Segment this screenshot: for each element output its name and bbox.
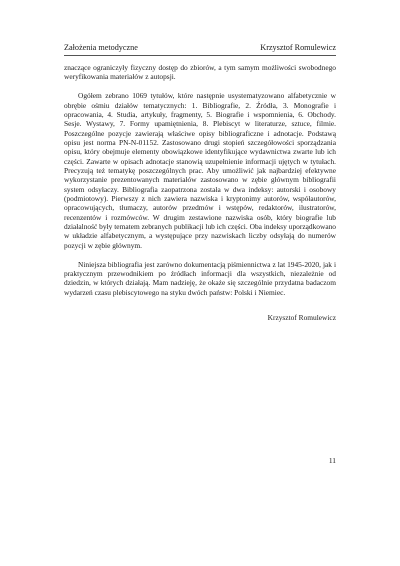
author-signature: Krzysztof Romulewicz	[267, 313, 336, 322]
paragraph-continuation: znaczące ograniczyły fizyczny dostęp do zbiorów, a tym samym możliwości swobodnego weryfikowania materiałów z autopsji.	[64, 63, 336, 82]
running-header	[64, 43, 336, 53]
paragraph-conclusion: Niniejsza bibliografia jest zarówno dokumentacją piśmiennictwa z lat 1945-2020, jak i praktycznym przewodnikiem po źródłach informacji dla wszystkich, niezależnie od dziedzin, w których działają. Mam nadzieję, że okaże się szczególnie przydatna badaczom wydarzeń czasu plebiscytowego na styku dwóch państw: Polski i Niemiec.	[64, 259, 336, 297]
header-author: Krzysztof Romulewicz	[260, 43, 336, 52]
paragraph-methodology: Ogółem zebrano 1069 tytułów, które następnie usystematyzowano alfabetycznie w obrębie ośmiu działów tematycznych: 1. Bibliografie, 2. Źródła, 3. Monografie i opracowania, 4. Studia, artykuły, fragmenty, 5. Biografie i wspomnienia, 6. Obchody. Sesje. Wystawy, 7. Formy upamiętnienia, 8. Plebiscyt w literaturze, sztuce, filmie. Poszczególne pozycje zawierają właściwe opisy bibliograficzne i adnotacje. Podstawą opisu jest norma PN-N-01152. Zastosowano drugi stopień szczegółowości sporządzania opisu, który obejmuje elementy obowiązkowe identyfikujące wydawnictwa zwarte lub ich części. Zawarte w opisach adnotacje stanowią uzupełnienie informacji ujętych w tytułach. Precyzują też tematykę poszczególnych prac. Aby umożliwić jak najbardziej efektywne wykorzystanie prezentowanych materiałów zastosowano w zębie głównym bibliografii system odsyłaczy. Bibliografia zaopatrzona została w dwa indeksy: autorski i osobowy (podmiotowy). Pierwszy z nich zawiera nazwiska i kryptonimy autorów, współautorów, opracowujących, tłumaczy, autorów przedmów i wstępów, redaktorów, ilustratorów, recenzentów i rozmówców. W drugim zestawione nazwiska osób, który biografie lub działalność były tematem zebranych publikacji lub ich części. Oba indeksy uporządkowano w układzie alfabetycznym, a występujące przy nazwiskach liczby odsyłają do numerów pozycji w zębie głównym.	[64, 91, 336, 250]
page-number: 11	[328, 456, 336, 465]
header-section-title: Założenia metodyczne	[64, 43, 138, 52]
paragraph-gap	[64, 250, 336, 260]
header-divider	[64, 55, 336, 56]
body-text	[64, 63, 336, 297]
paragraph-gap	[64, 82, 336, 92]
